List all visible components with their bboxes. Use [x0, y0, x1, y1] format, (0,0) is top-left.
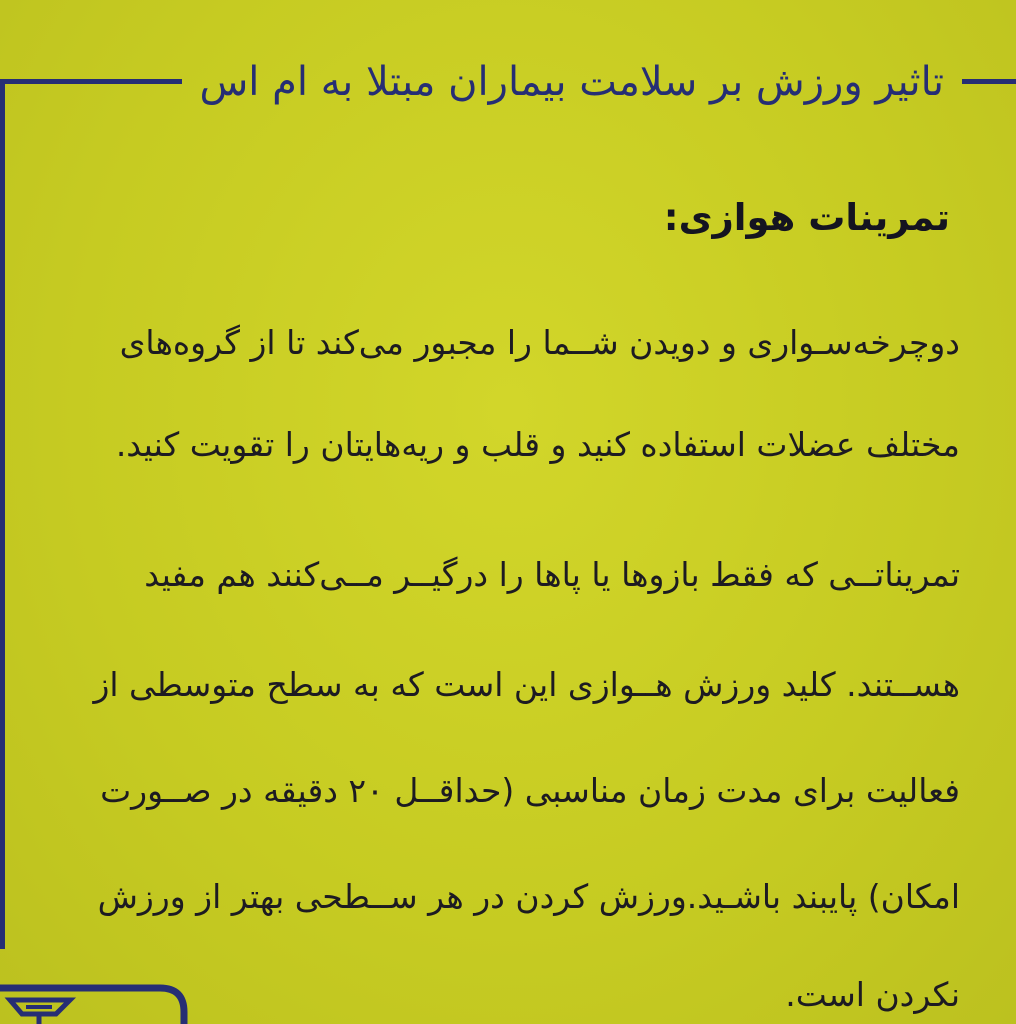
- paragraph-line-2: مختلف عضلات استفاده کنید و قلب و ریه‌هایتان را تقویت کنید.: [115, 425, 960, 464]
- frame-line-left: [0, 79, 5, 949]
- paragraph-line-4: هســتند. کلید ورزش هــوازی این است که به سطح متوسطی از: [93, 665, 960, 704]
- paragraph-line-3: تمریناتــی که فقط بازوها یا پاها را درگیــر مــی‌کنند هم مفید: [144, 555, 960, 594]
- frame-line-top-left: [0, 79, 182, 84]
- brand-logo-icon: [0, 982, 190, 1024]
- paragraph-line-7: نکردن است.: [785, 975, 960, 1014]
- section-heading: تمرینات هوازی:: [663, 196, 950, 239]
- paragraph-line-5: فعالیت برای مدت زمان مناسبی (حداقــل ۲۰ دقیقه در صــورت: [100, 771, 960, 810]
- paragraph-line-1: دوچرخه‌سـواری و دویدن شــما را مجبور می‌کند تا از گروه‌های: [119, 323, 960, 362]
- page-title: تاثیر ورزش بر سلامت بیماران مبتلا به ام اس: [199, 59, 944, 105]
- paragraph-line-6: امکان) پایبند باشـید.ورزش کردن در هر ســطحی بهتر از ورزش: [97, 877, 960, 916]
- frame-line-top-right: [962, 79, 1016, 84]
